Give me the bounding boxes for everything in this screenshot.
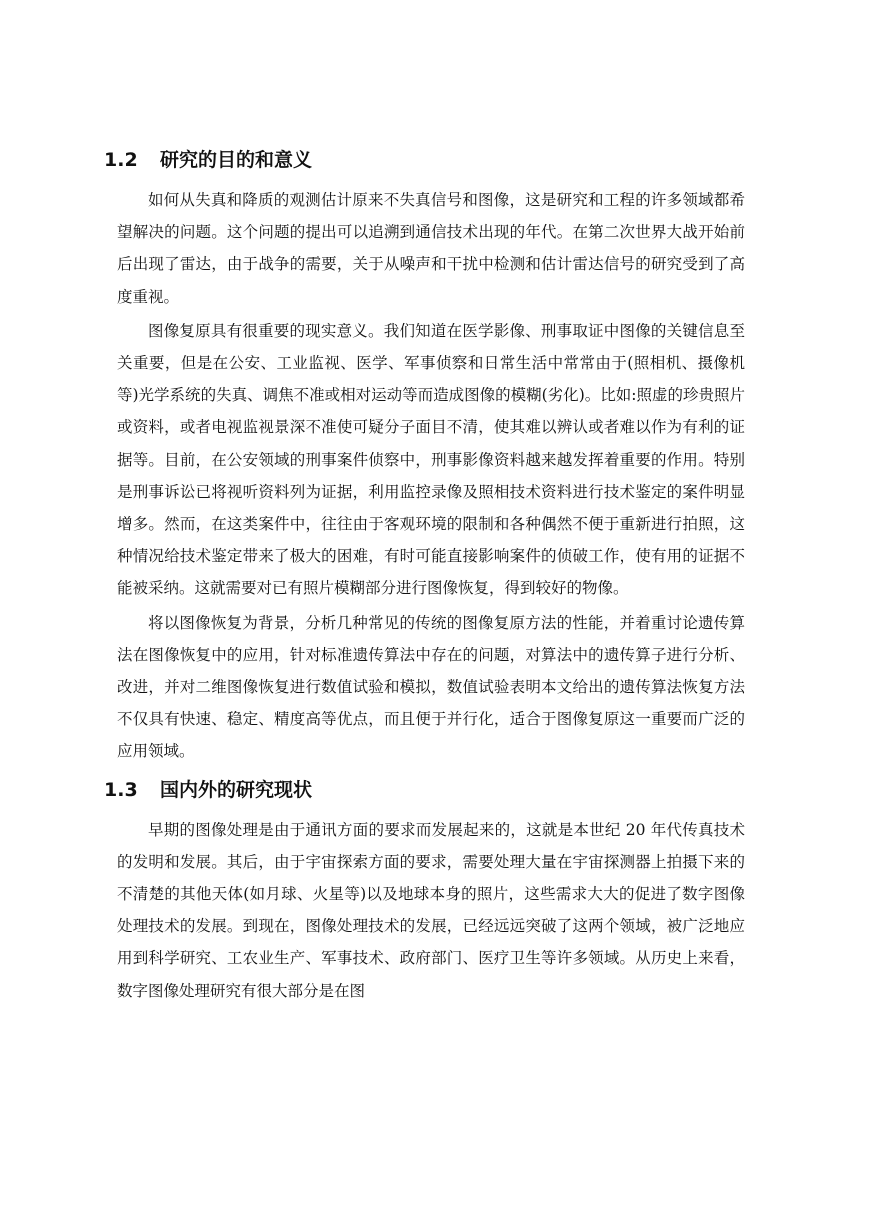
section-heading-1-2 (104, 140, 745, 180)
paragraph: 将以图像恢复为背景，分析几种常见的传统的图像复原方法的性能，并着重讨论遗传算法在图像恢复中的应用，针对标准遗传算法中存在的问题，对算法中的遗传算子进行分析、改进，并对二维图像恢复进行数值试验和模拟，数值试验表明本文给出的遗传算法恢复方法不仅具有快速、稳定、精度高等优点，而且便于并行化，适合于图像复原这一重要而广泛的应用领域。 (117, 613, 745, 761)
section-number: 1.3 (104, 778, 138, 801)
paragraph: 如何从失真和降质的观测估计原来不失真信号和图像，这是研究和工程的许多领域都希望解决的问题。这个问题的提出可以追溯到通信技术出现的年代。在第二次世界大战开始前后出现了雷达，由于战争的需要，关于从噪声和干扰中检测和估计雷达信号的研究受到了高度重视。 (117, 191, 745, 306)
section-number: 1.2 (104, 149, 138, 171)
section-title: 研究的目的和意义 (160, 149, 313, 171)
section-title: 国内外的研究现状 (160, 778, 313, 801)
section-heading-1-3 (104, 770, 745, 810)
page-content (104, 140, 745, 1007)
paragraph: 图像复原具有很重要的现实意义。我们知道在医学影像、刑事取证中图像的关键信息至关重要，但是在公安、工业监视、医学、军事侦察和日常生活中常常由于(照相机、摄像机等)光学系统的失真、调焦不准或相对运动等而造成图像的模糊(劣化)。比如:照虚的珍贵照片或资料，或者电视监视景深不准使可疑分子面目不清，使其难以辨认或者难以作为有利的证据等。目前，在公安领域的刑事案件侦察中，刑事影像资料越来越发挥着重要的作用。特别是刑事诉讼已将视听资料列为证据，利用监控录像及照相技术资料进行技术鉴定的案件明显增多。然而，在这类案件中，往往由于客观环境的限制和各种偶然不便于重新进行拍照，这种情况给技术鉴定带来了极大的困难，有时可能直接影响案件的侦破工作，使有用的证据不能被采纳。这就需要对已有照片模糊部分进行图像恢复，得到较好的物像。 (117, 321, 745, 598)
paragraph: 早期的图像处理是由于通讯方面的要求而发展起来的，这就是本世纪 20 年代传真技术的发明和发展。其后，由于宇宙探索方面的要求，需要处理大量在宇宙探测器上拍摄下来的不清楚的其他天体(如月球、火星等)以及地球本身的照片，这些需求大大的促进了数字图像处理技术的发展。到现在，图像处理技术的发展，已经远远突破了这两个领域，被广泛地应用到科学研究、工农业生产、军事技术、政府部门、医疗卫生等许多领域。从历史上来看，数字图像处理研究有很大部分是在图 (117, 820, 745, 1000)
